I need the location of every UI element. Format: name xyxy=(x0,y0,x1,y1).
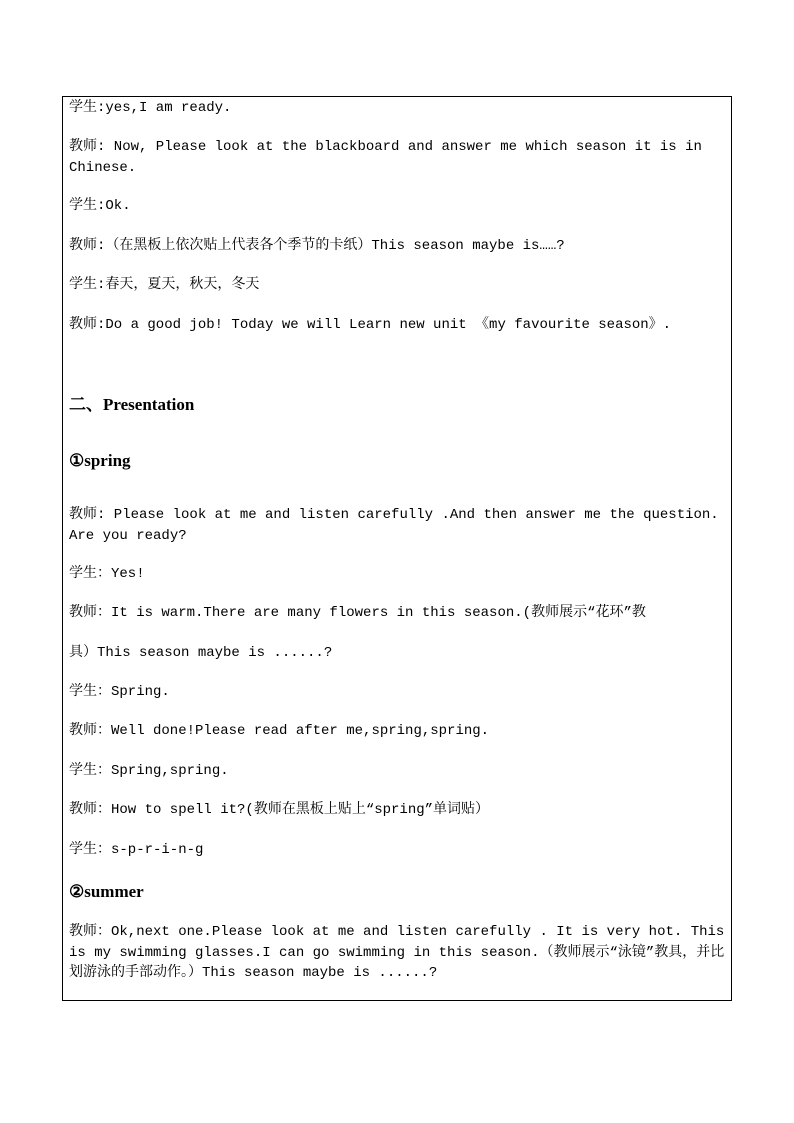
paragraph-spring-answer: 学生：Spring. xyxy=(69,684,170,700)
paragraph-student-ready: 学生:yes,I am ready. xyxy=(69,100,232,116)
paragraph-student-seasons: 学生:春天，夏天，秋天，冬天 xyxy=(69,277,260,293)
paragraph-spring-read: 教师：Well done!Please read after me,spring,spring. xyxy=(69,723,490,739)
paragraph-teacher-cards: 教师:（在黑板上依次贴上代表各个季节的卡纸）This season maybe is……? xyxy=(69,238,565,254)
paragraph-spring-yes: 学生：Yes! xyxy=(69,566,145,582)
paragraph-spring-spell: 教师：How to spell it?(教师在黑板上贴上“spring”单词贴） xyxy=(69,802,490,818)
subheading-spring: ①spring xyxy=(69,451,131,470)
section-heading-presentation: 二、Presentation xyxy=(69,395,195,414)
paragraph-spring-repeat: 学生：Spring,spring. xyxy=(69,763,229,779)
paragraph-spring-maybe: 具）This season maybe is ......? xyxy=(69,645,333,661)
paragraph-teacher-blackboard: 教师: Now, Please look at the blackboard and answer me which season it is in Chinese. xyxy=(69,139,702,176)
subheading-summer: ②summer xyxy=(69,882,144,901)
paragraph-summer-hot: 教师：Ok,next one.Please look at me and listen carefully . It is very hot. This is my swimming glasses.I can go swimming in this season.（教师展示“泳镜”教具，并比划游泳的手部动作。）This season maybe is ......? xyxy=(69,924,725,981)
paragraph-spring-letters: 学生：s-p-r-i-n-g xyxy=(69,842,204,858)
paragraph-spring-listen: 教师: Please look at me and listen carefully .And then answer me the question. Are you ready? xyxy=(69,507,719,544)
paragraph-spring-warm: 教师：It is warm.There are many flowers in this season.(教师展示“花环”教 xyxy=(69,605,646,621)
paragraph-student-ok: 学生:Ok. xyxy=(69,198,131,214)
lesson-table-frame xyxy=(62,96,732,1001)
paragraph-teacher-new-unit: 教师:Do a good job! Today we will Learn new unit 《my favourite season》. xyxy=(69,317,672,333)
